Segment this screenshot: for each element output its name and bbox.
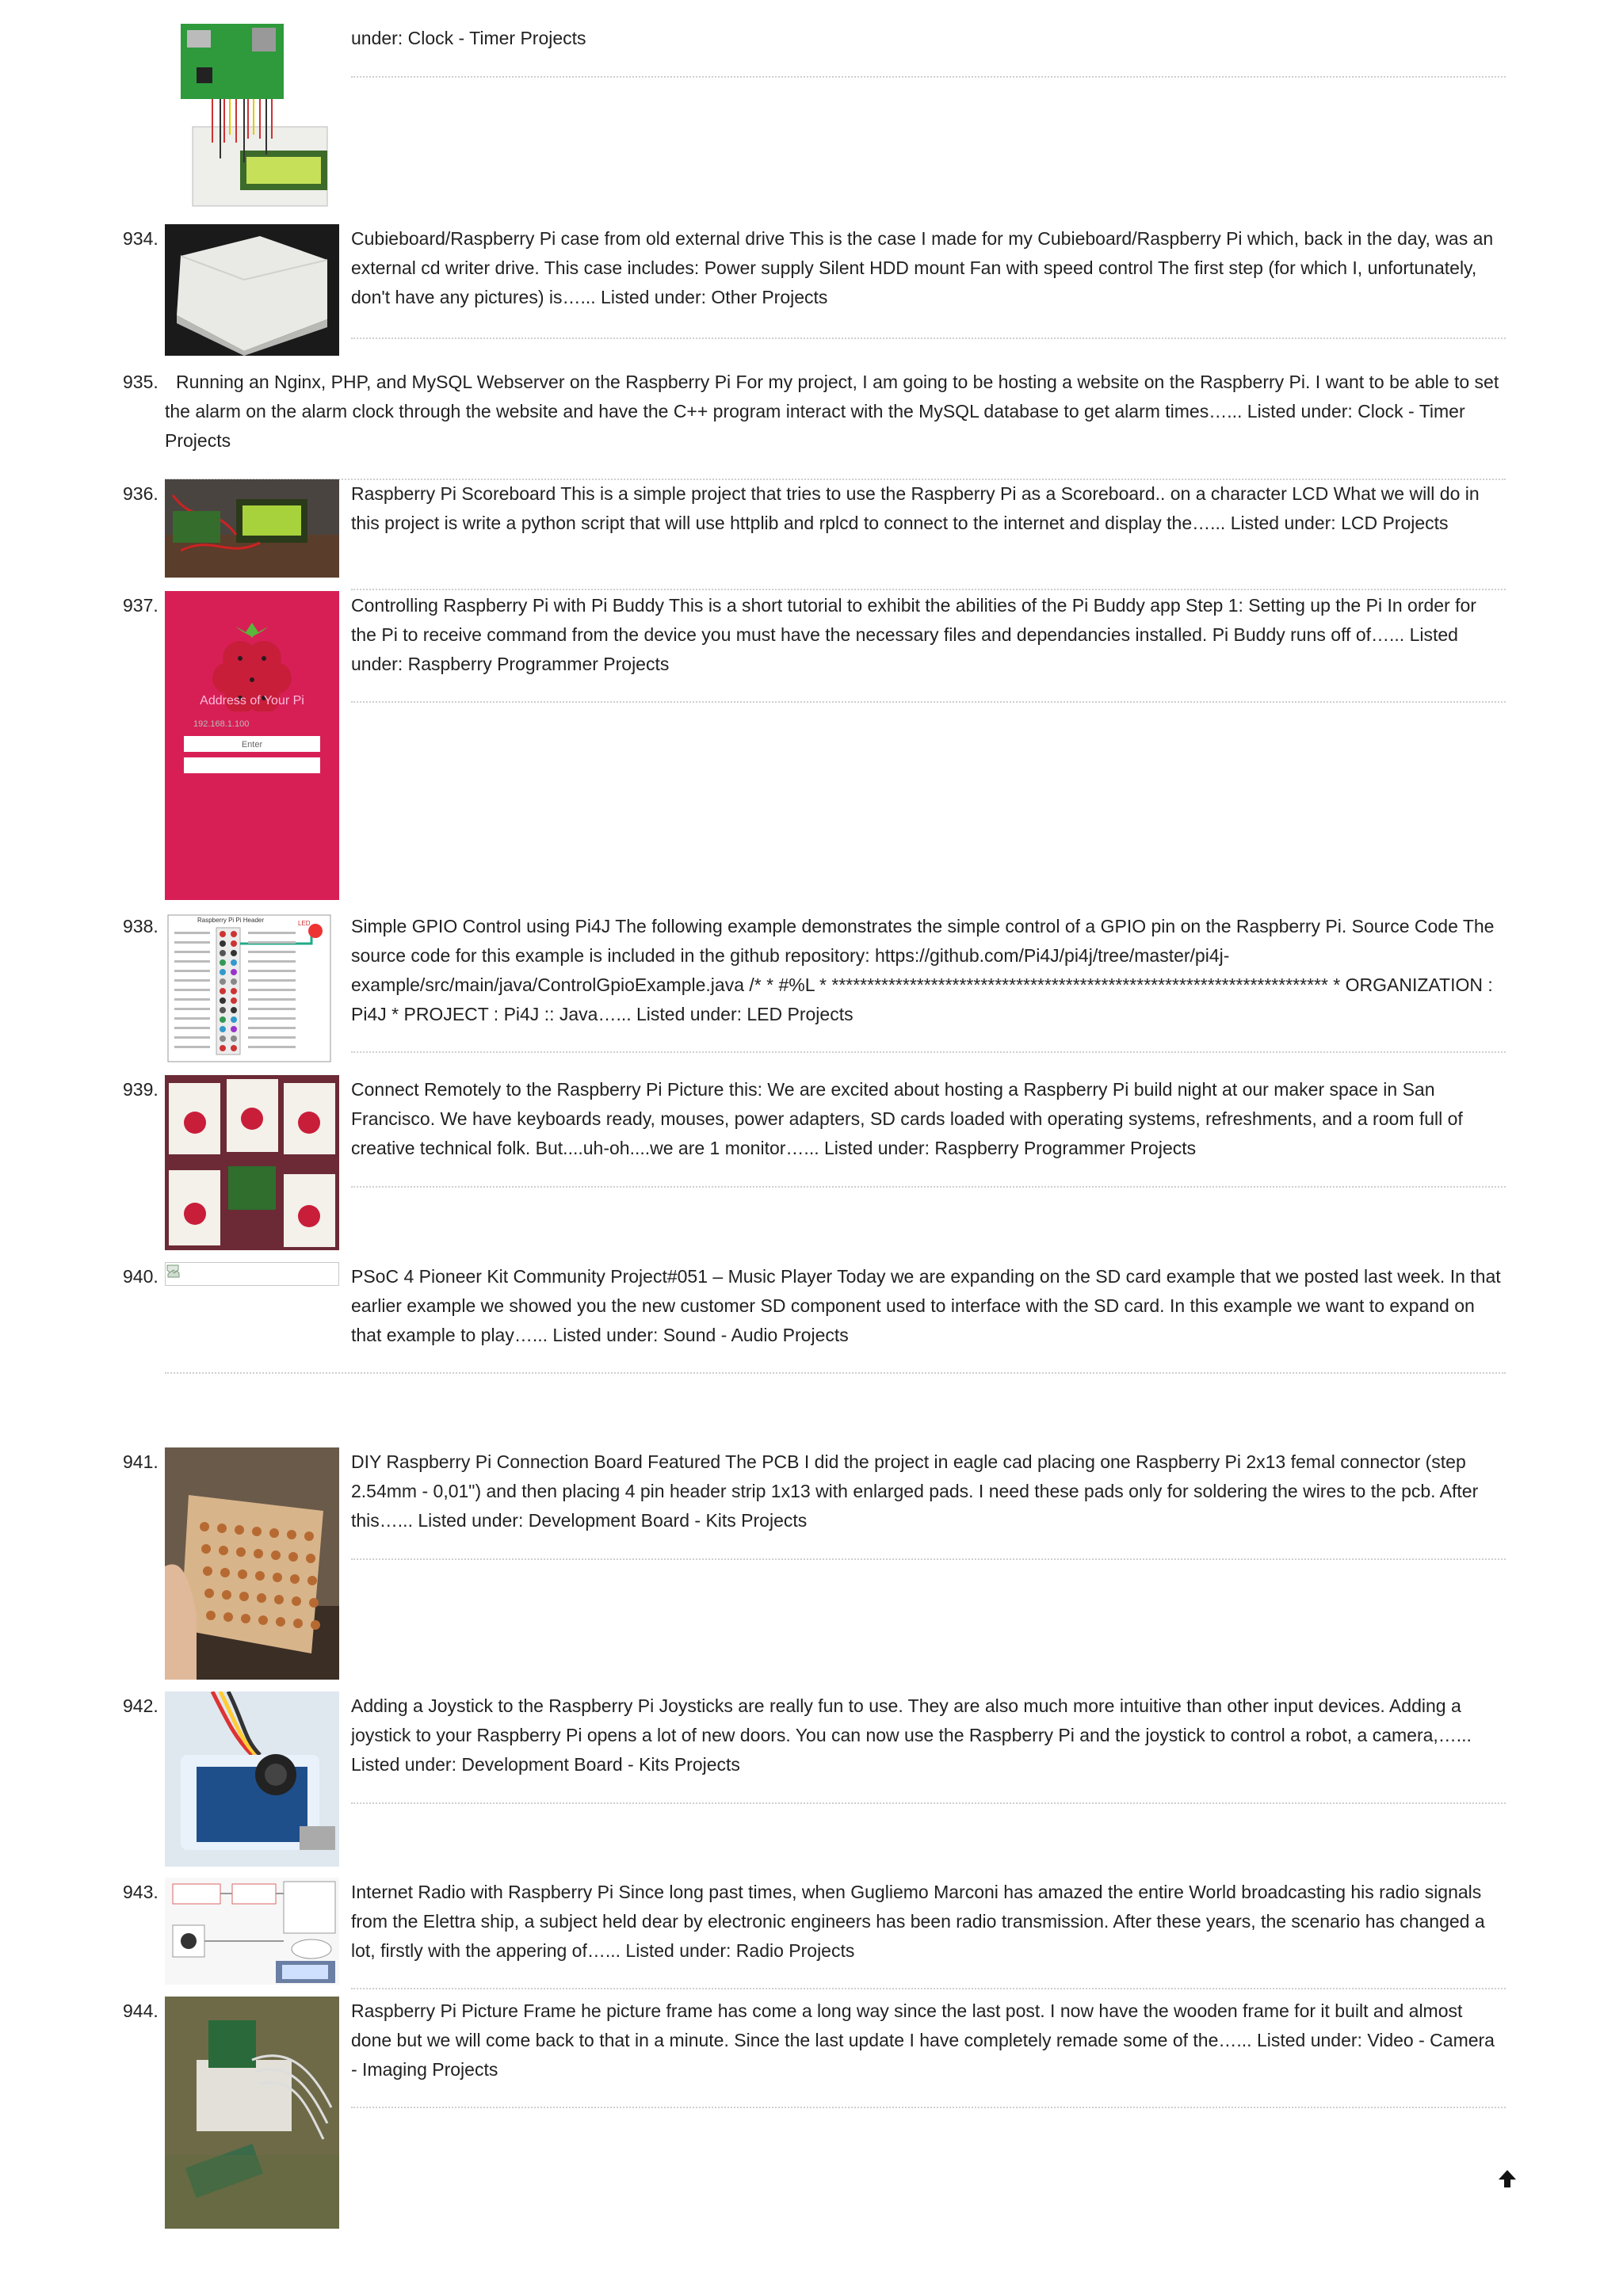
item-number: 940.: [123, 1266, 158, 1287]
item-divider: [351, 701, 1506, 703]
item-number: 942.: [123, 1695, 158, 1716]
project-description[interactable]: Raspberry Pi Picture Frame he picture frame has come a long way since the last post. I now have the wooden frame for it built and almost done but we will come back to that in a minute. Since the last update I have completely remade some of the…... Listed under: Video - Camera - Imaging Projects: [351, 2000, 1495, 2080]
item-number: 943.: [123, 1882, 158, 1902]
project-description[interactable]: Adding a Joystick to the Raspberry Pi Joysticks are really fun to use. They are also much more intuitive than other input devices. Adding a joystick to your Raspberry Pi opens a lot of new doors. You can now use the Raspberry Pi and the joystick to control a robot, a camera,…... Listed under: Development Board - Kits Projects: [351, 1695, 1472, 1775]
project-description[interactable]: Connect Remotely to the Raspberry Pi Picture this: We are excited about hosting a Raspberry Pi build night at our maker space in San Francisco. We have keyboards ready, mouses, power adapters, SD cards loaded with operating systems, refreshments, and a room full of creative technical folk. But....uh-oh....we are 1 monitor…... Listed under: Raspberry Programmer Projects: [351, 1079, 1463, 1158]
project-description[interactable]: Controlling Raspberry Pi with Pi Buddy This is a short tutorial to exhibit the abilities of the Pi Buddy app Step 1: Setting up the Pi In order for the Pi to receive command from the device you must have the necessary files and dependancies installed. Pi Buddy runs off of…... Listed under: Raspberry Programmer Projects: [351, 595, 1476, 674]
project-thumbnail[interactable]: [165, 224, 339, 356]
project-thumbnail[interactable]: [165, 1997, 339, 2229]
pinout-diagram-title: Raspberry Pi Pi Header: [197, 917, 265, 924]
arrow-up-icon: [1498, 2168, 1517, 2189]
project-description[interactable]: Internet Radio with Raspberry Pi Since long past times, when Gugliemo Marconi has amazed the entire World broadcasting his radio signals from the Elettra ship, a subject held dear by electronic engineers has been radio transmission. After these years, the scenario has changed a lot, firstly with the appering of…... Listed under: Radio Projects: [351, 1882, 1485, 1961]
item-divider: [351, 1988, 1506, 1989]
project-description[interactable]: DIY Raspberry Pi Connection Board Featured The PCB I did the project in eagle cad placing one Raspberry Pi 2x13 femal connector (step 2.54mm - 0,01") and then placing 4 pin header strip 1x13 with enlarged pads. I need these pads only for soldering the wires to the pcb. After this…... Listed under: Development Board - Kits Projects: [351, 1451, 1479, 1531]
project-thumbnail[interactable]: [165, 912, 339, 1063]
app-ip-input: 192.168.1.100: [193, 719, 250, 729]
item-number: 934.: [123, 228, 158, 249]
item-divider: [165, 1372, 1506, 1374]
item-divider: [351, 1186, 1506, 1188]
project-thumbnail[interactable]: [165, 1447, 339, 1680]
item-number: 936.: [123, 483, 158, 504]
project-thumbnail[interactable]: [165, 1075, 339, 1250]
back-to-top-button[interactable]: [1498, 2168, 1517, 2189]
project-description[interactable]: PSoC 4 Pioneer Kit Community Project#051 – Music Player Today we are expanding on the SD card example that we posted last week. In that earlier example we showed you the new customer SD component used to interface with the SD card. In this example we want to expand on that example to play…... Listed under: Sound - Audio Projects: [351, 1266, 1501, 1345]
project-description[interactable]: Cubieboard/Raspberry Pi case from old external drive This is the case I made for my Cubieboard/Raspberry Pi which, back in the day, was an external cd writer drive. This case includes: Power supply Silent HDD mount Fan with speed control The first step (for which I, unfortunately, don't have any pictures) is…... Listed under: Other Projects: [351, 228, 1494, 307]
project-description[interactable]: under: Clock - Timer Projects: [351, 28, 586, 48]
project-thumbnail[interactable]: [165, 1691, 339, 1867]
project-description[interactable]: Running an Nginx, PHP, and MySQL Webserver on the Raspberry Pi For my project, I am going to be hosting a website on the Raspberry Pi. I want to be able to set the alarm on the alarm clock through the website and have the C++ program interact with the MySQL database to get alarm times…... Listed under: Clock - Timer Projects: [165, 372, 1499, 451]
item-divider: [351, 1558, 1506, 1560]
item-number: 939.: [123, 1079, 158, 1100]
pinout-led-label: LED: [298, 920, 311, 927]
item-divider: [351, 76, 1506, 78]
item-divider: [351, 589, 1506, 590]
item-number: 941.: [123, 1451, 158, 1472]
app-enter-button: Enter: [241, 740, 263, 749]
project-thumbnail[interactable]: [165, 1878, 339, 1985]
item-number: 937.: [123, 595, 158, 616]
item-divider: [351, 338, 1506, 339]
broken-image-icon: [166, 1263, 181, 1279]
app-address-label: Address of Your Pi: [200, 694, 304, 707]
project-description[interactable]: Raspberry Pi Scoreboard This is a simple project that tries to use the Raspberry Pi as a Scoreboard.. on a character LCD What we will do in this project is write a python script that will use httplib and rplcd to connect to the internet and display the…... Listed under: LCD Projects: [351, 483, 1480, 533]
item-divider: [351, 1051, 1506, 1053]
project-thumbnail[interactable]: [165, 24, 339, 214]
project-description[interactable]: Simple GPIO Control using Pi4J The following example demonstrates the simple control of a GPIO pin on the Raspberry Pi. Source Code The source code for this example is included in the github repository: https://github.com/Pi4J/pi4j/tree/master/pi4j-example/src/main/java/ControlGpioExample.java /* * #%L * ********************************************************************** * ORGANIZATION : Pi4J * PROJECT : Pi4J :: Java…... Listed under: LED Projects: [351, 916, 1495, 1024]
project-thumbnail[interactable]: [165, 479, 339, 578]
item-number: 935.: [123, 372, 158, 392]
item-divider: [351, 2107, 1506, 2108]
item-number: 938.: [123, 916, 158, 936]
project-thumbnail[interactable]: [165, 1262, 339, 1286]
item-divider: [351, 1802, 1506, 1804]
item-number: 944.: [123, 2000, 158, 2021]
